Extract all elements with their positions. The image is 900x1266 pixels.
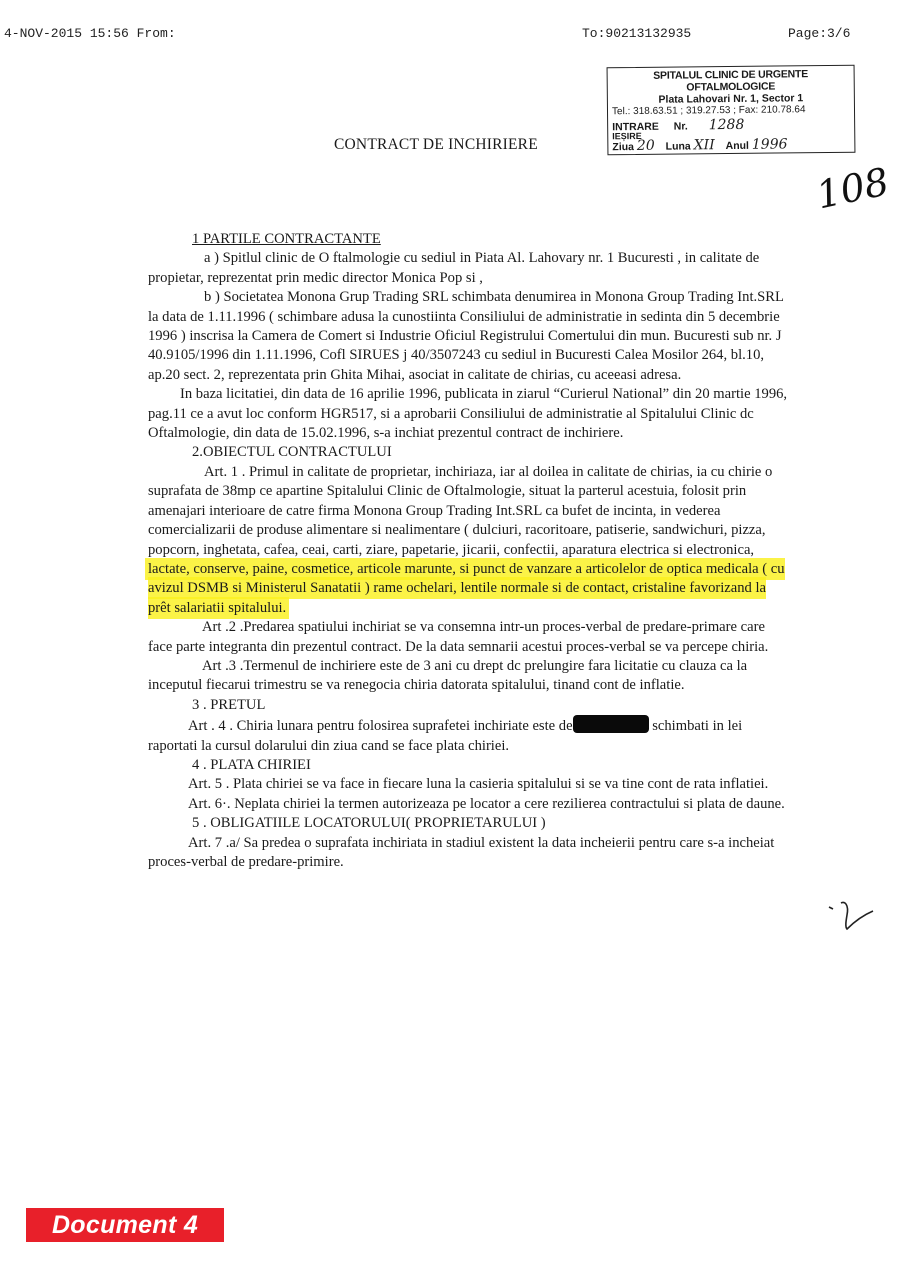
margin-number-text: 108: [812, 159, 893, 218]
fax-to-number: To:90213132935: [582, 26, 692, 41]
stamp-luna-label: Luna: [665, 140, 691, 153]
stamp-phone-fax: Tel.: 318.63.51 ; 319.27.53 ; Fax: 210.78.64: [611, 104, 806, 118]
section-heading-lessor-obligations: 5 . OBLIGATIILE LOCATORULUI( PROPRIETARULUI ): [192, 815, 546, 832]
section-heading-payment: 4 . PLATA CHIRIEI: [192, 756, 311, 773]
article-1: [148, 463, 788, 618]
article-4-text: Art . 4 . Chiria lunara pentru folosirea suprafetei inchiriate este de: [188, 718, 573, 735]
registration-stamp: [607, 65, 856, 156]
stamp-nr-label: Nr.: [673, 120, 688, 133]
stamp-nr-value: 1288: [708, 116, 745, 134]
article-4: [148, 715, 788, 756]
stamp-luna-value: XII: [693, 137, 715, 154]
stamp-intrare: INTRARE: [612, 120, 659, 134]
paragraph-party-a: a ) Spitlul clinic de O ftalmologie cu sediul in Piata Al. Lahovary nr. 1 Bucuresti , in calitate de propietar, reprezentat prin medic director Monica Pop si ,: [148, 250, 760, 286]
section-heading-parties: 1 PARTILE CONTRACTANTE: [192, 231, 381, 247]
document-title: CONTRACT DE INCHIRIERE: [334, 136, 538, 153]
article-7: Art. 7 .a/ Sa predea o suprafata inchiriata in stadiul existent la data incheierii pentru care s-a incheiat proces-verbal de predare-primire.: [148, 834, 775, 870]
article-3: Art .3 .Termenul de inchiriere este de 3 ani cu drept dc prelungire fara licitatie cu clauza ca la inceputul fiecarui trimestru se va renegocia chiria datorata spitalului, tinand cont de inflatie.: [148, 657, 748, 694]
article-1-highlighted: lactate, conserve, paine, cosmetice, articole marunte, si punct de vanzare a articolelor de optica medicala ( cu avizul DSMB si Ministerul Sanatatii ) rame ochelari, lentile normale si de contact, cristaline favorizand la prêt salariatii spitalului.: [148, 560, 785, 616]
article-1-text: Art. 1 . Primul in calitate de proprietar, inchiriaza, iar al doilea in calitate de chirias, ia cu chirie o suprafata de 38mp ce apartine Spitalului Clinic de Oftalmologie, situat la parterul acestuia, folosit prin amenajari interioare de catre firma Monona Group Trading Int.SRL ca bufet de incinta, in vederea comercializarii de produse alimentare si nealimentare ( dulciuri, racoritoare, patiserie, sandwichuri, pizza, popcorn, inghetata, cafea, ceai, carti, ziare, papetarie, jicarii, confectii, aparatura electrica si electronica,: [148, 463, 773, 558]
document-label: Document 4: [26, 1208, 224, 1242]
section-heading-price: 3 . PRETUL: [192, 696, 266, 713]
fax-page-number: Page:3/6: [788, 26, 851, 41]
article-4-continued: schimbati in lei raportati la cursul dolarului din ziua cand se face plata chiriei.: [148, 718, 743, 754]
fax-header: [4, 26, 870, 44]
fax-from-timestamp: 4-NOV-2015 15:56 From:: [4, 26, 176, 41]
stamp-anul-label: Anul: [725, 139, 750, 153]
contract-body: [148, 230, 788, 872]
redaction-bar: [573, 715, 649, 733]
paragraph-auction-basis: In baza licitatiei, din data de 16 aprilie 1996, publicata in ziarul “Curierul National” din 20 martie 1996, pag.11 ce a avut loc conform HGR517, si a aprobarii Consiliului de administratie al Spitalului Clinic dc Oftalmologie, din data de 15.02.1996, s-a inchiat prezentul contract de inchiriere.: [148, 386, 788, 442]
article-2: Art .2 .Predarea spatiului inchiriat se va consemna intr-un proces-verbal de predare-primare care face parte integranta din prezentul contract. De la data semnarii acestui proces-verbal se va percepe chiria.: [148, 619, 769, 655]
stamp-ziua-label: Ziua: [612, 141, 635, 154]
section-heading-object: 2.OBIECTUL CONTRACTULUI: [192, 444, 392, 461]
stamp-ziua-value: 20: [636, 137, 655, 154]
stamp-anul-value: 1996: [751, 136, 788, 153]
stamp-address: Plata Lahovari Nr. 1, Sector 1: [658, 92, 804, 106]
stamp-iesire: IEȘIRE: [612, 130, 642, 142]
margin-mark-text: 1: [845, 927, 846, 928]
stamp-hospital-name: SPITALUL CLINIC DE URGENTE OFTALMOLOGICE: [653, 68, 809, 94]
article-6: Art. 6·. Neplata chiriei la termen autorizeaza pe locator a cere rezilierea contractului si plata de daune.: [188, 795, 785, 812]
margin-mark-stroke: [829, 903, 873, 930]
article-5: Art. 5 . Plata chiriei se va face in fiecare luna la casieria spitalului si se va tine cont de rata inflatiei.: [188, 776, 769, 793]
handwritten-margin-mark: [825, 895, 880, 935]
paragraph-party-b: b ) Societatea Monona Grup Trading SRL schimbata denumirea in Monona Group Trading Int.SRL la data de 1.11.1996 ( schimbare adusa la cunostiinta Consiliului de administratie in sedinta din 5 decembrie 1996 ) inscrisa la Camera de Comert si Industrie Oficiul Registrului Comertului din mun. Bucuresti sub nr. J 40.9105/1996 din 1.11.1996, Cofl SIRUES j 40/3507243 cu sediul in Bucuresti Calea Mosilor 264, bl.10, ap.20 sect. 2, reprezentata prin Ghita Mihai, asociat in calitate de chirias, cu aceeasi adresa.: [148, 289, 784, 383]
stamp-date-row: [612, 138, 850, 153]
handwritten-margin-number: [810, 158, 893, 218]
